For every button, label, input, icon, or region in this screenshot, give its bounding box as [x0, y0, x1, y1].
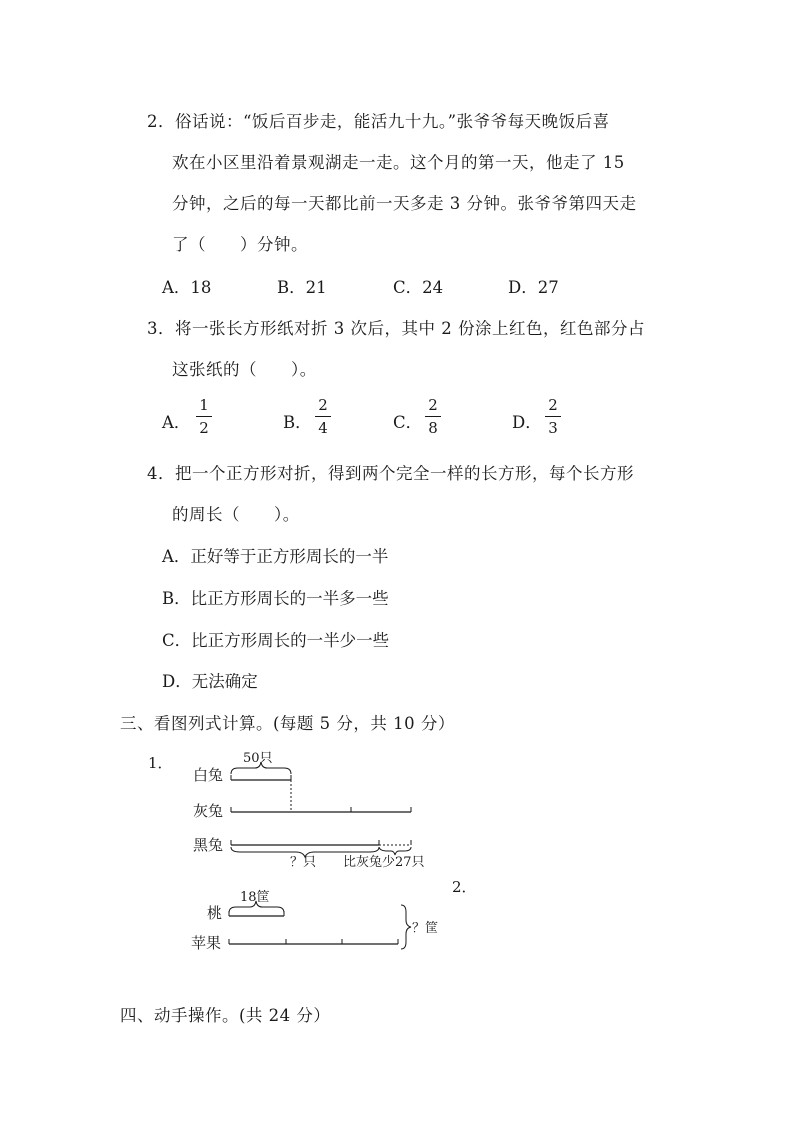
fraction-denominator: 3	[548, 419, 558, 437]
q3-option-b-label[interactable]: B．	[283, 413, 312, 432]
q3-option-d-fraction	[545, 396, 561, 437]
brace-black-unknown	[231, 847, 379, 857]
fraction-numerator: 2	[428, 396, 438, 414]
brace-50-label: 50只	[243, 751, 273, 766]
q3-option-a-label[interactable]: A．	[162, 413, 191, 432]
fraction-numerator: 2	[318, 396, 328, 414]
section-4-title: 四、动手操作。(共 24 分）	[120, 1006, 331, 1025]
brace-white	[231, 762, 291, 774]
q2-line-1: 2．俗话说：“饭后百步走，能活九十九。”张爷爷每天晚饭后喜	[147, 112, 610, 131]
q3-option-c-label[interactable]: C．	[393, 413, 423, 432]
brace-peach	[229, 901, 284, 913]
q2-option-d[interactable]: D．27	[508, 278, 559, 297]
q3-option-c-fraction	[425, 396, 441, 437]
q3-option-a-fraction	[196, 396, 212, 437]
brace-less	[379, 847, 411, 855]
label-gray-rabbit: 灰兔	[193, 802, 224, 820]
fraction-numerator: 2	[548, 396, 558, 414]
q4-line-1: 4．把一个正方形对折，得到两个完全一样的长方形，每个长方形	[147, 464, 634, 483]
fraction-bar	[196, 416, 212, 417]
brace-18-label: 18筐	[240, 890, 270, 905]
q3-option-b-fraction	[315, 396, 331, 437]
q2-option-b[interactable]: B．21	[277, 278, 327, 297]
problem-2-number: 2．	[452, 878, 477, 896]
fraction-denominator: 4	[318, 419, 328, 437]
q4-option-d[interactable]: D．无法确定	[162, 672, 258, 691]
fraction-denominator: 2	[199, 419, 209, 437]
unknown-count-label: ？只	[290, 855, 317, 870]
fraction-denominator: 8	[428, 419, 438, 437]
q4-option-a[interactable]: A．正好等于正方形周长的一半	[162, 547, 389, 566]
label-black-rabbit: 黑兔	[193, 836, 224, 854]
q4-option-c[interactable]: C．比正方形周长的一半少一些	[162, 631, 390, 650]
fraction-numerator: 1	[199, 396, 209, 414]
less-than-gray-label: 比灰兔少27只	[343, 855, 425, 870]
label-peach: 桃	[207, 904, 223, 922]
problem-1-number: 1．	[148, 754, 173, 772]
q2-option-a[interactable]: A．18	[162, 278, 212, 297]
brace-total	[401, 905, 411, 949]
q3-line-2: 这张纸的（ ）。	[172, 360, 317, 379]
q2-line-4: 了（ ）分钟。	[172, 235, 308, 254]
fraction-bar	[545, 416, 561, 417]
q2-option-c[interactable]: C．24	[393, 278, 444, 297]
q2-line-3: 分钟，之后的每一天都比前一天多走 3 分钟。张爷爷第四天走	[172, 194, 637, 213]
fraction-bar	[315, 416, 331, 417]
q2-line-2: 欢在小区里沿着景观湖走一走。这个月的第一天，他走了 15	[172, 153, 625, 172]
label-apple: 苹果	[191, 934, 222, 952]
q4-option-b[interactable]: B．比正方形周长的一半多一些	[162, 589, 389, 608]
q3-line-1: 3．将一张长方形纸对折 3 次后，其中 2 份涂上红色，红色部分占	[147, 319, 645, 338]
fraction-bar	[425, 416, 441, 417]
section-3-title: 三、看图列式计算。(每题 5 分，共 10 分）	[120, 714, 455, 733]
q3-option-d-label[interactable]: D．	[512, 413, 542, 432]
total-label: ？筐	[412, 921, 439, 936]
label-white-rabbit: 白兔	[193, 766, 224, 784]
q4-line-2: 的周长（ ）。	[172, 505, 300, 524]
